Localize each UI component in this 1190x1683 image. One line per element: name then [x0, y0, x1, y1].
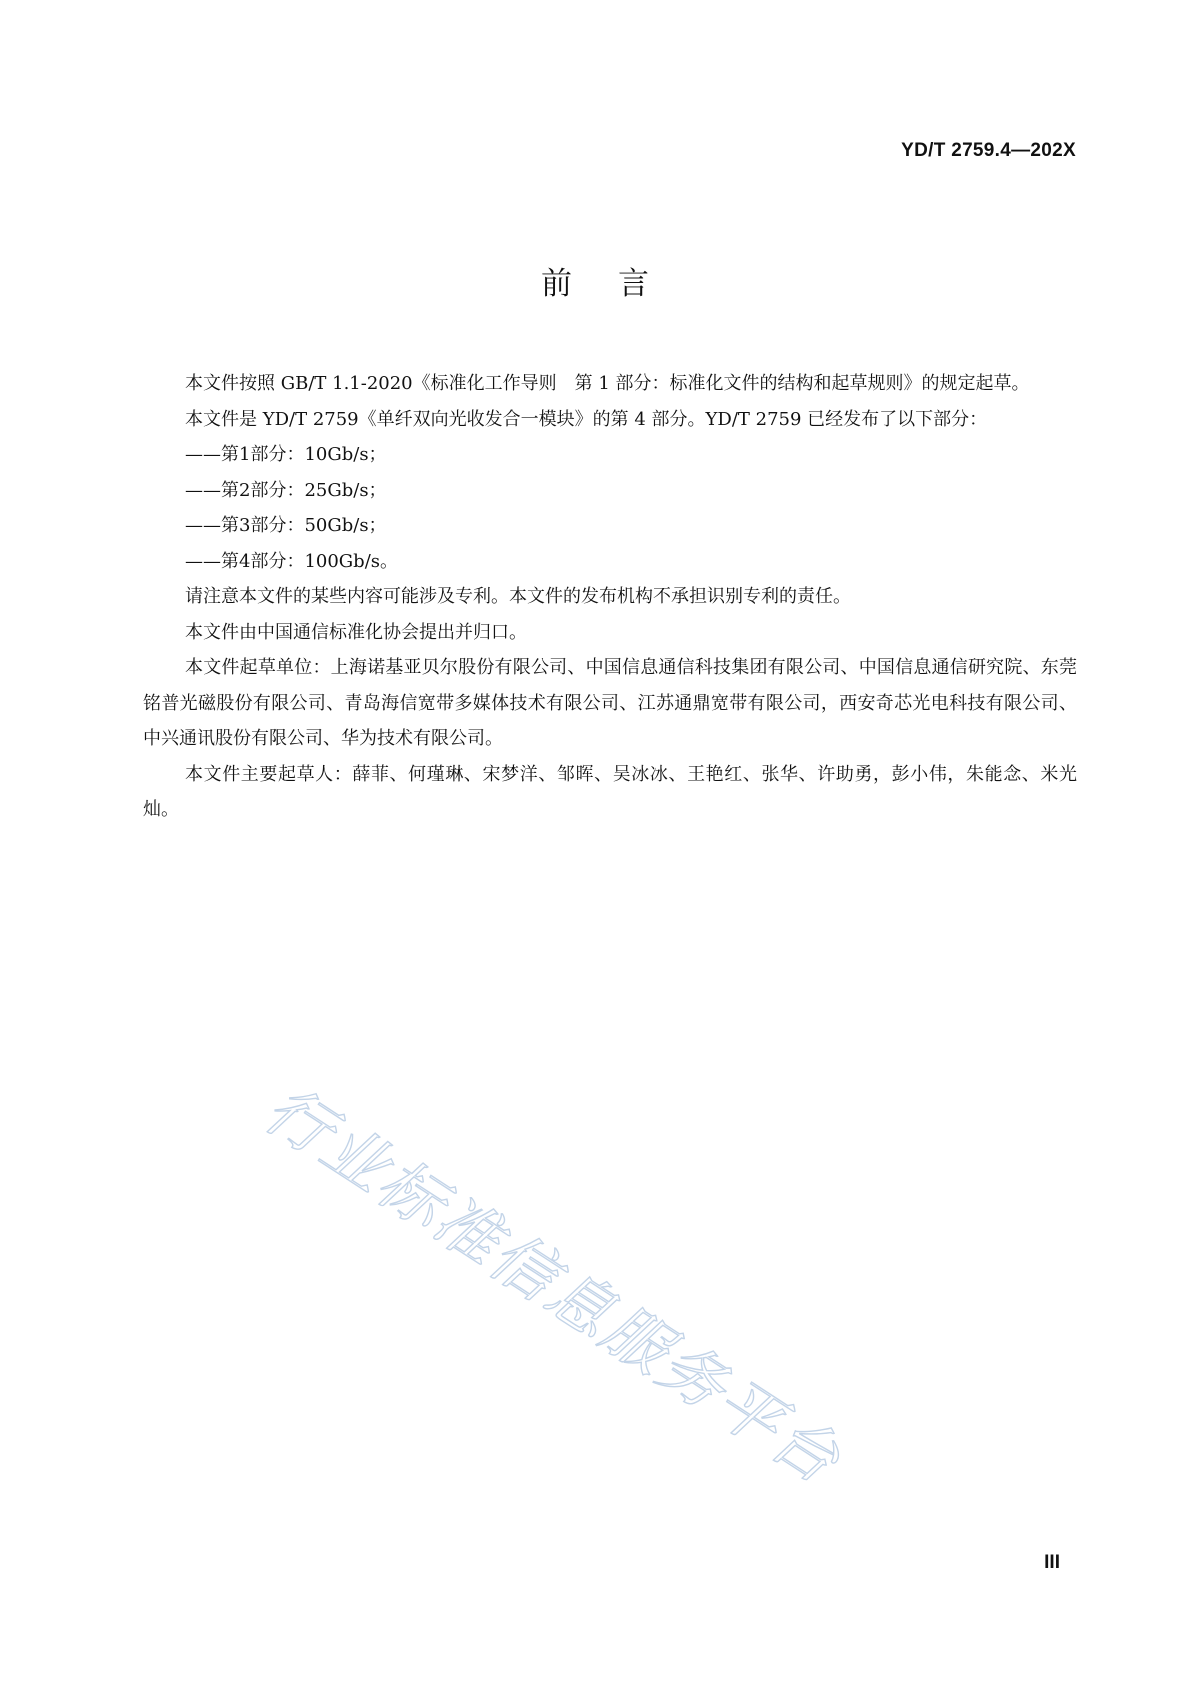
foreword-body: [143, 366, 1077, 828]
list-item-part-3: ——第3部分：50Gb/s；: [185, 515, 387, 536]
page-number: III: [1044, 1552, 1060, 1573]
section-title: 前言: [541, 266, 695, 302]
paragraph-proposer: 本文件由中国通信标准化协会提出并归口。: [185, 621, 527, 643]
paragraph-drafters: 本文件主要起草人：薛菲、何瑾琳、宋梦洋、邹晖、吴冰冰、王艳红、张华、许助勇，彭小伟，朱能念、米光灿。: [143, 763, 1077, 820]
paragraph-drafting-units: 本文件起草单位：上海诺基亚贝尔股份有限公司、中国信息通信科技集团有限公司、中国信息通信研究院、东莞铭普光磁股份有限公司、青岛海信宽带多媒体技术有限公司、江苏通鼎宽带有限公司，西安奇芯光电科技有限公司、中兴通讯股份有限公司、华为技术有限公司。: [143, 657, 1077, 749]
list-item-part-2: ——第2部分：25Gb/s；: [185, 479, 387, 501]
paragraph-drafting-rules: 本文件按照 GB/T 1.1-2020《标准化工作导则 第 1 部分：标准化文件的结构和起草规则》的规定起草。: [185, 373, 1030, 394]
list-item-part-4: ——第4部分：100Gb/s。: [185, 550, 399, 572]
paragraph-series-intro: 本文件是 YD/T 2759《单纤双向光收发合一模块》的第 4 部分。YD/T 2759 已经发布了以下部分：: [185, 408, 988, 430]
document-code: YD/T 2759.4—202X: [901, 140, 1076, 161]
watermark: 行业标准信息服务平台: [251, 1072, 854, 1500]
paragraph-patent-notice: 请注意本文件的某些内容可能涉及专利。本文件的发布机构不承担识别专利的责任。: [185, 586, 851, 607]
list-item-part-1: ——第1部分：10Gb/s；: [185, 444, 387, 465]
